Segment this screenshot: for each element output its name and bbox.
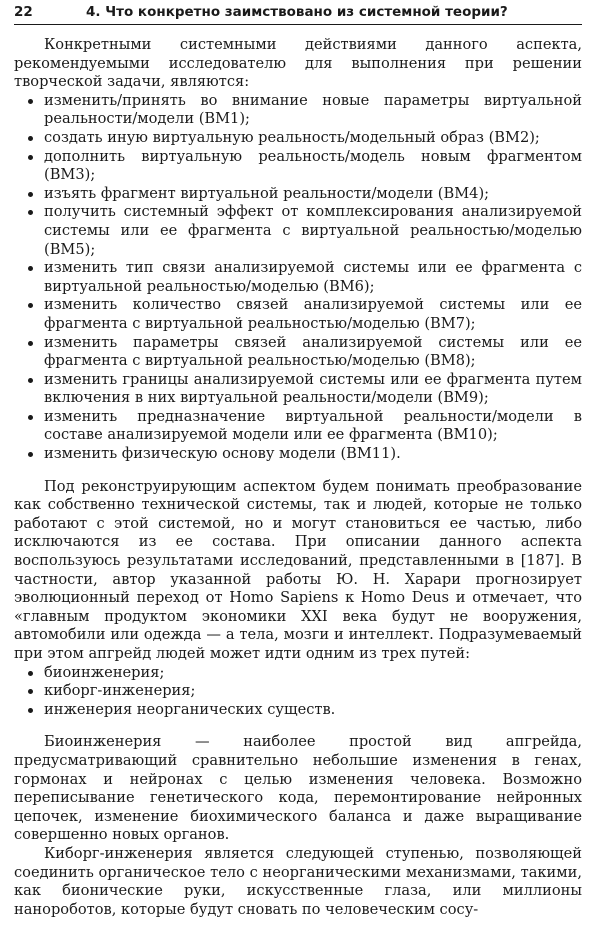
list-item: получить системный эффект от комплексирования анализируемой системы или ее фрагмента с виртуальной реальностью/моделью (ВМ5); [14,203,582,259]
list-item: изъять фрагмент виртуальной реальности/модели (ВМ4); [14,185,582,204]
reconstructive-paragraph: Под реконструирующим аспектом будем понимать преобразование как собственно технической системы, так и людей, которые не только работают с этой системой, но и могут становиться ее частью, либо исключаются из ее состава. При описании данного аспекта воспользуюсь результатами исследований, представленными в [187]. В частности, автор указанной работы Ю. Н. Харари прогнозирует эволюционный переход от Homo Sapiens к Homo Deus и отмечает, что «главным продуктом экономики XXI века будут не вооружения, автомобили или одежда — а тела, мозги и интеллект. Подразумеваемый при этом апгрейд людей может идти одним из трех путей: [14,477,582,662]
chapter-title: 4. Что конкретно заимствовано из системной теории? [86,4,508,20]
list-item: изменить предназначение виртуальной реальности/модели в составе анализируемой модели или ее фрагмента (ВМ10); [14,408,582,445]
page-number: 22 [14,4,33,20]
body-text [14,36,582,919]
list-item: изменить тип связи анализируемой системы или ее фрагмента с виртуальной реальностью/моделью (ВМ6); [14,259,582,296]
list-item: киборг-инженерия; [14,682,582,701]
list-item: изменить количество связей анализируемой системы или ее фрагмента с виртуальной реальностью/моделью (ВМ7); [14,296,582,333]
bioengineering-paragraph: Биоинженерия — наиболее простой вид апгрейда, предусматривающий сравнительно небольшие изменения в генах, гормонах и нейронах с целью изменения человека. Возможно переписывание генетического кода, перемонтирование нейронных цепочек, изменение биохимического баланса и даже выращивание совершенно новых органов. [14,733,582,844]
list-item: изменить физическую основу модели (ВМ11). [14,445,582,464]
list-item: дополнить виртуальную реальность/модель новым фрагментом (ВМ3); [14,148,582,185]
list-item: изменить параметры связей анализируемой системы или ее фрагмента с виртуальной реальностью/моделью (ВМ8); [14,334,582,371]
list-item: изменить/принять во внимание новые параметры виртуальной реальности/модели (ВМ1); [14,92,582,129]
running-header [14,4,582,25]
cyborg-paragraph: Киборг-инженерия является следующей ступенью, позволяющей соединить органическое тело с неорганическими механизмами, такими, как бионические руки, искусственные глаза, или миллионы нанороботов, которые будут сновать по человеческим сосу- [14,844,582,918]
upgrade-paths-list [14,664,582,720]
list-item: биоинженерия; [14,664,582,683]
actions-list [14,92,582,464]
intro-paragraph: Конкретными системными действиями данного аспекта, рекомендуемыми исследователю для выполнения при решении творческой задачи, являются: [14,36,582,91]
list-item: инженерия неорганических существ. [14,701,582,720]
list-item: изменить границы анализируемой системы или ее фрагмента путем включения в них виртуальной реальности/модели (ВМ9); [14,371,582,408]
list-item: создать иную виртуальную реальность/модельный образ (ВМ2); [14,129,582,148]
